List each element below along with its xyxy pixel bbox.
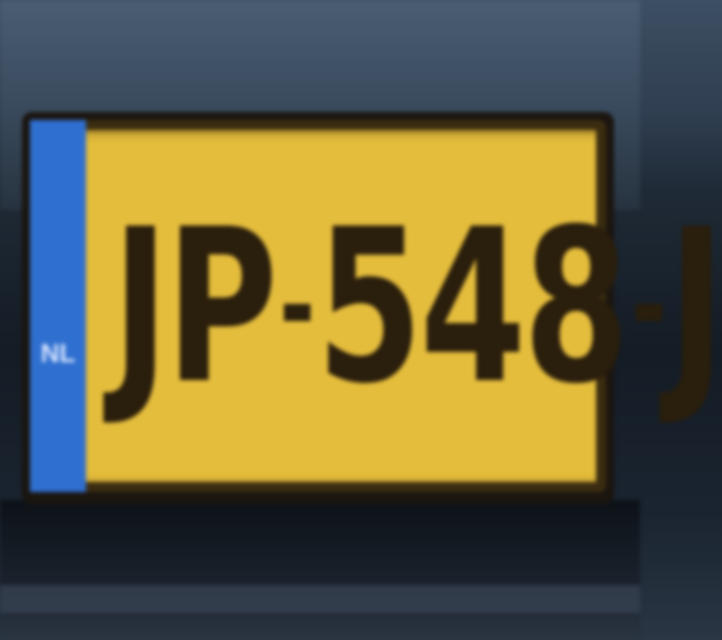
plate-segment-digits: 548	[316, 183, 627, 430]
country-code: NL	[40, 338, 76, 368]
plate-separator: -	[279, 237, 313, 376]
plate-registration	[112, 182, 722, 432]
plate-separator: -	[630, 237, 664, 376]
license-plate	[30, 120, 722, 492]
eu-band	[30, 120, 86, 492]
car-body-lower	[0, 500, 640, 640]
plate-segment-letters: JP	[112, 183, 275, 430]
plate-segment-suffix: J	[668, 183, 722, 430]
bumper-stripe	[0, 585, 640, 613]
